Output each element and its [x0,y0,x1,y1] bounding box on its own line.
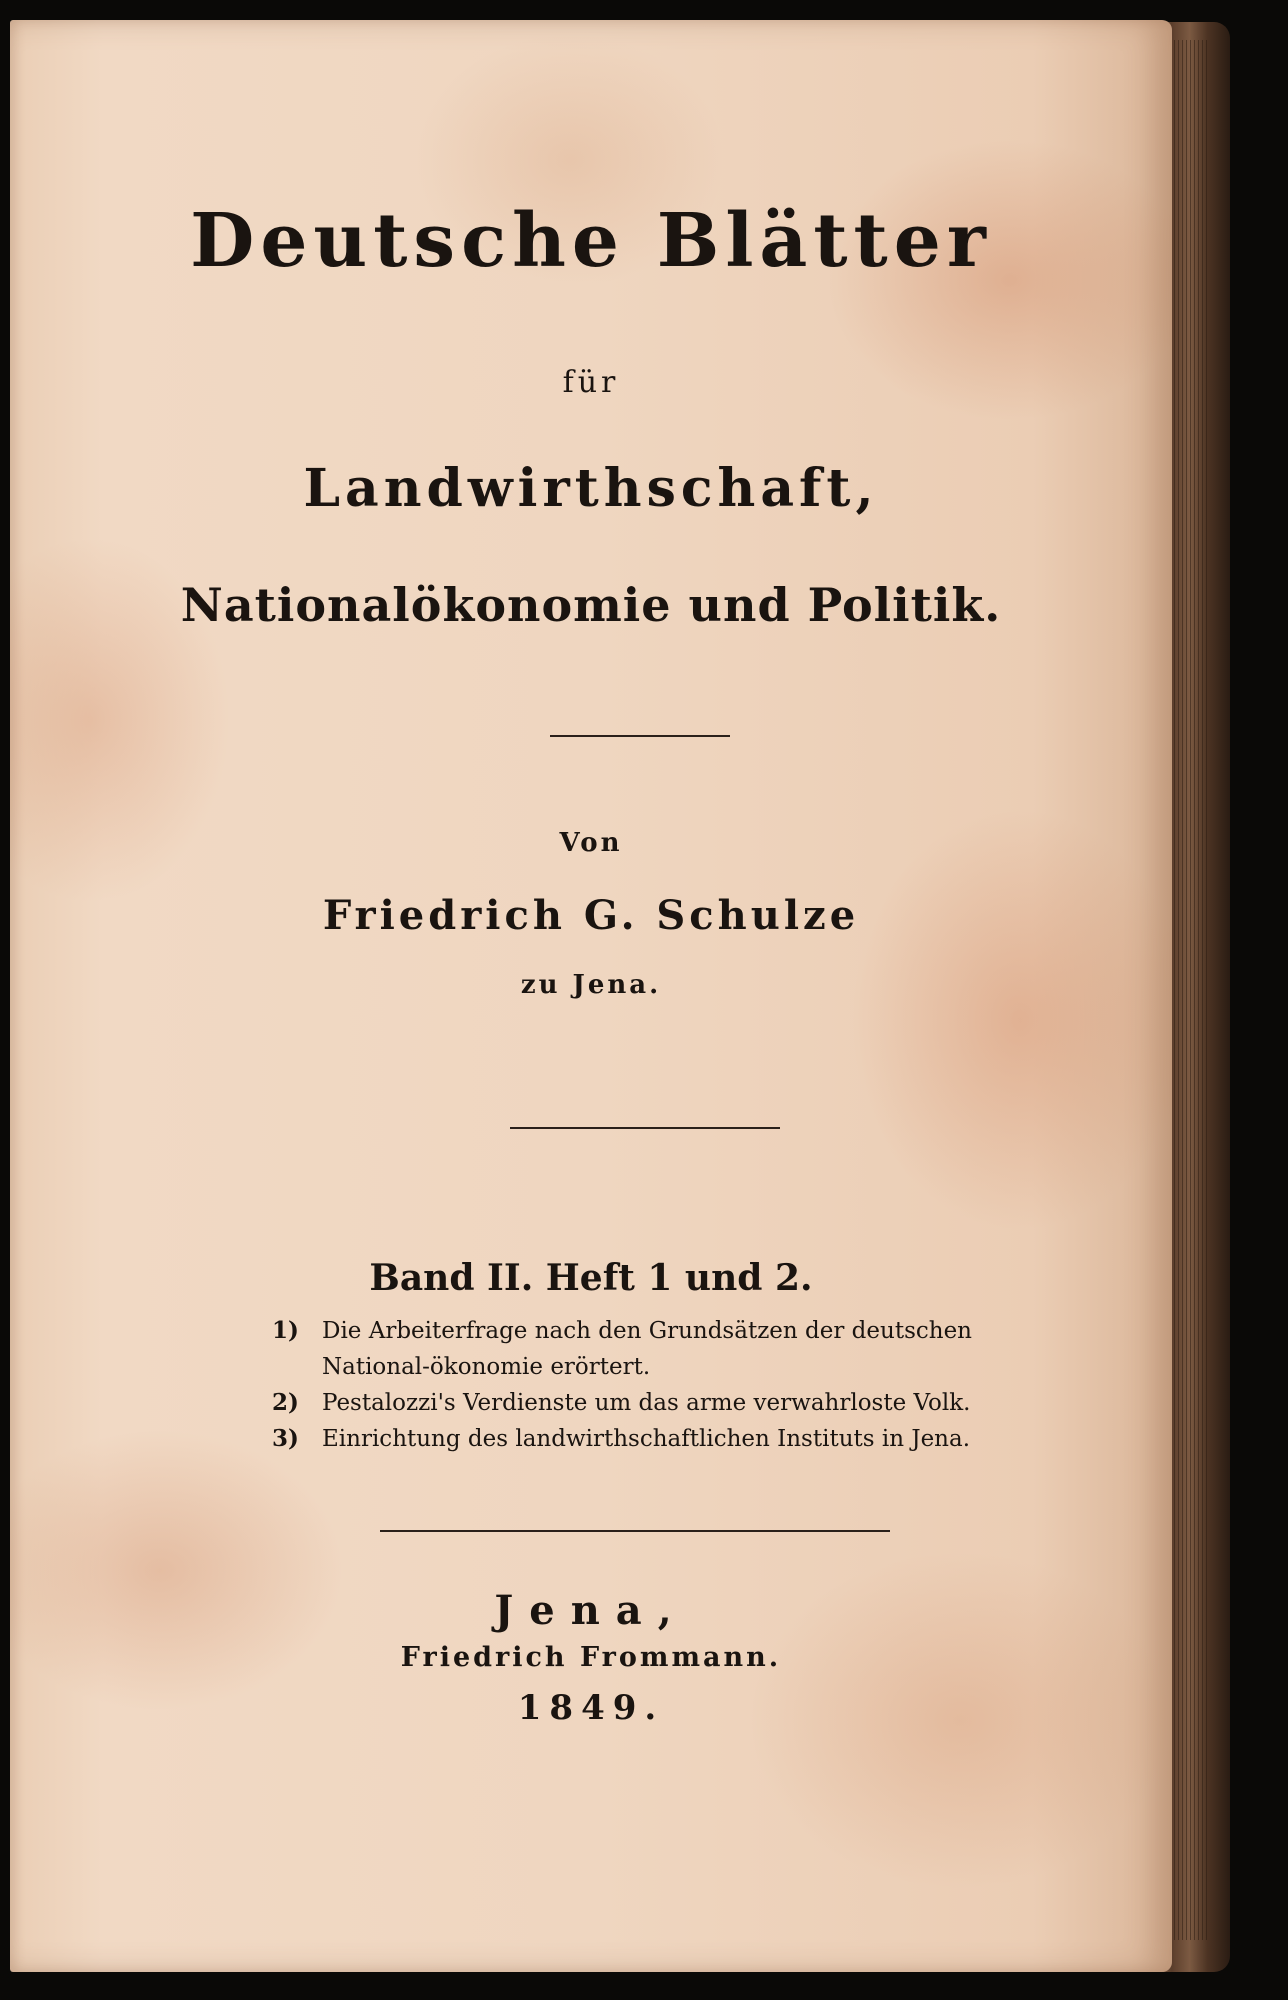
contents-item-text: Die Arbeiterfrage nach den Grundsätzen der deutschen National-ökonomie erörtert. [322,1318,972,1380]
contents-item-text: Einrichtung des landwirthschaftlichen Instituts in Jena. [322,1426,971,1452]
contents-list [272,1313,1032,1457]
divider-rule-1 [550,735,730,737]
contents-item-number: 2) [272,1389,299,1416]
subtitle-line-2: Nationalökonomie und Politik. [180,578,1002,632]
subtitle-line-1: Landwirthschaft, [303,458,879,519]
contents-item [272,1421,1032,1457]
title-page [10,20,1172,1972]
publication-place: Jena, [494,1587,688,1634]
volume-info: Band II. Heft 1 und 2. [369,1257,813,1299]
contents-item-number: 1) [272,1317,299,1344]
author-name: Friedrich G. Schulze [322,892,860,939]
contents-item-text: Pestalozzi's Verdienste um das arme verwahrloste Volk. [322,1390,971,1416]
contents-item-number: 3) [272,1425,299,1452]
contents-item [272,1313,1032,1385]
title-connector: für [562,365,620,400]
book-page-edge-lines [1170,40,1210,1940]
divider-rule-2 [510,1127,780,1129]
author-prefix: Von [559,828,623,858]
publisher-name: Friedrich Frommann. [400,1642,782,1673]
divider-rule-3 [380,1530,890,1532]
page-content [10,20,1172,1972]
book-title: Deutsche Blätter [190,198,992,284]
publication-year: 1849. [517,1688,665,1728]
contents-item [272,1385,1032,1421]
author-location: zu Jena. [520,970,662,1000]
